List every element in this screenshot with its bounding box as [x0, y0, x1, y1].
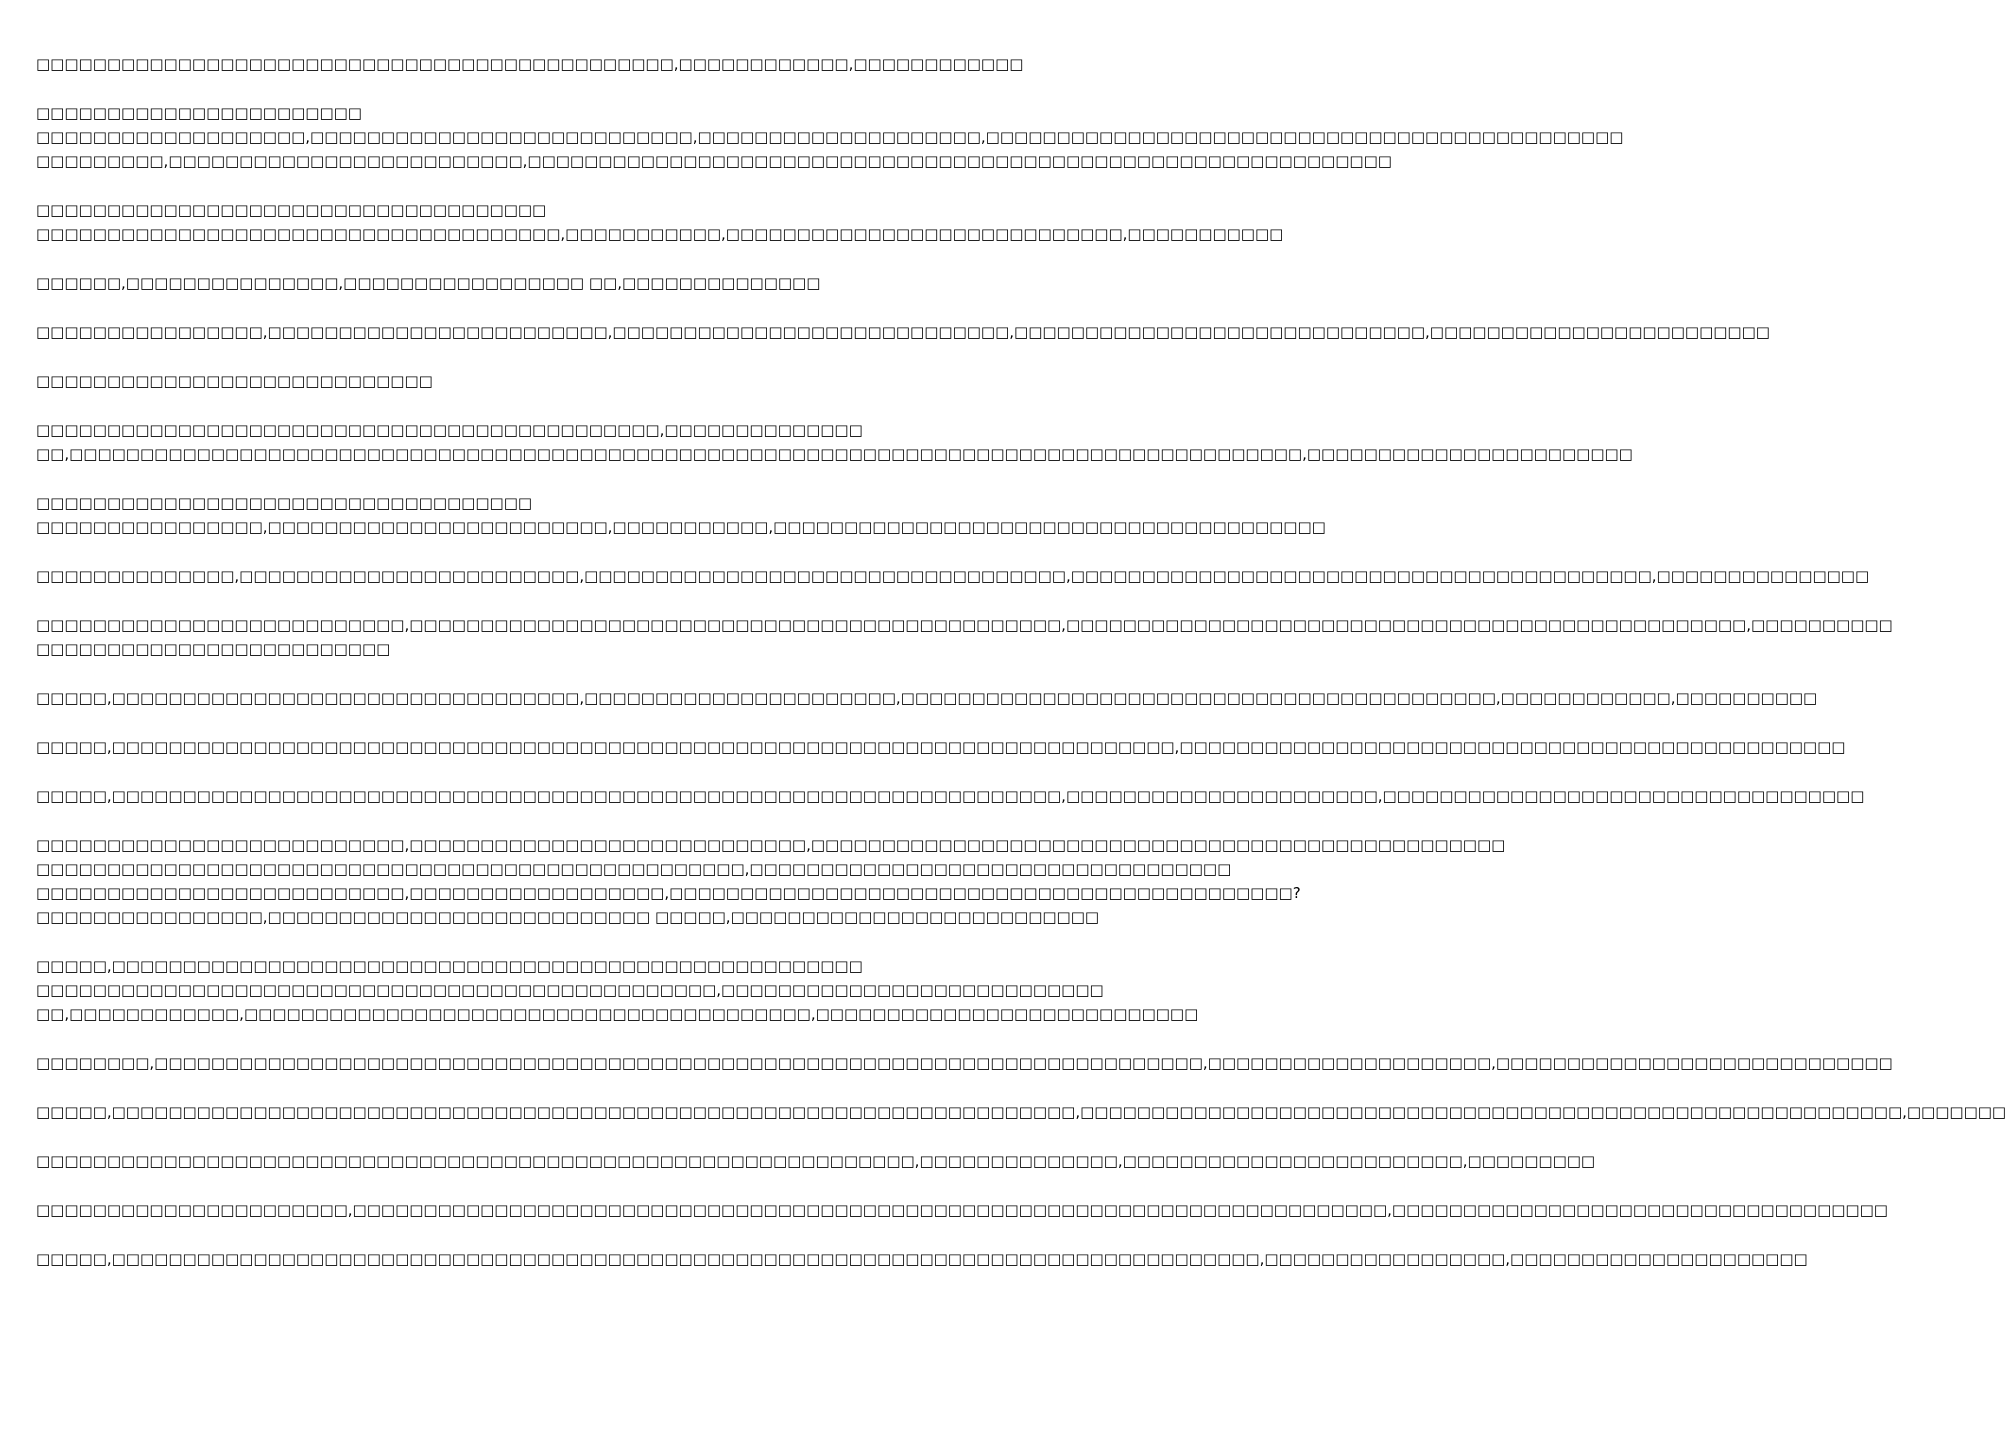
- text-line: □□□□□,□□□□□□□□□□□□□□□□□□□□□□□□□□□□□□□□□□□□□□□□□□□□□□□□□□□□□□□□□□□□□□□□□□□□□□□□□□□□□□□□□,□□□□□□□□□□□□□□□□□,□□□□□□□□□□□□□□□□□□□□□: [36, 1250, 1808, 1268]
- text-line: □□□□□□□□□□□□□□□□□□□□□□□□□□□□: [36, 372, 433, 390]
- paragraph: [36, 1247, 1808, 1271]
- paragraph: [36, 369, 990, 393]
- text-line: □□□□□,□□□□□□□□□□□□□□□□□□□□□□□□□□□□□□□□□□□□□□□□□□□□□□□□□□□□□□□□□□□□□□□□□□□□,□□□□□□□□□□□□□□□□□□□□□□□□□□□□□□□□□□□□□□□□□□□□□□□□□□□□□□□□□□,□□□□□□□: [36, 1103, 2006, 1121]
- text-line: □□,□□□□□□□□□□□□,□□□□□□□□□□□□□□□□□□□□□□□□□□□□□□□□□□□□□□□□,□□□□□□□□□□□□□□□□□□□□□□□□□□□: [36, 1005, 1199, 1023]
- text-line: □□□□□□□□□□□□□□□□□□□□□□□□□□,□□□□□□□□□□□□□□□□□□,□□□□□□□□□□□□□□□□□□□□□□□□□□□□□□□□□□□□□□□□□□□□?: [36, 884, 1301, 902]
- text-line: □□□□□□□□□□□□□□□□□□□□□□□□□□□□□□□□□□□□□□□□□□□□□□□□□□,□□□□□□□□□□□□□□□□□□□□□□□□□□□□□□□□□□: [36, 860, 1232, 878]
- text-line: □□□□□□□□□□□□□□□□□□□□□□□□□□□□□□□□□□□□□□□□□□□□□□□□□□□□□□□□□□□□□□,□□□□□□□□□□□□□□,□□□□□□□□□□□□□□□□□□□□□□□□,□□□□□□□□□: [36, 1152, 1596, 1170]
- text-line: □□□□□□□□□□□□□□□□□□□□□□□□□: [36, 640, 391, 658]
- document-body: [36, 52, 2006, 1296]
- paragraph: [36, 1149, 1596, 1173]
- text-line: □□,□□□□□□□□□□□□□□□□□□□□□□□□□□□□□□□□□□□□□□□□□□□□□□□□□□□□□□□□□□□□□□□□□□□□□□□□□□□□□□□□□□□□□□□,□□□□□□□□□□□□□□□□□□□□□□□: [36, 445, 1633, 463]
- paragraph: [36, 418, 1633, 466]
- paragraph: [36, 1100, 2006, 1124]
- text-line: □□□□□□□□□□□□□□□□□□□□□□□□□□□□□□□□□□□□□□□□□□□□□,□□□□□□□□□□□□,□□□□□□□□□□□□: [36, 55, 1024, 73]
- text-line: □□□□□,□□□□□□□□□□□□□□□□□□□□□□□□□□□□□□□□□,□□□□□□□□□□□□□□□□□□□□□□,□□□□□□□□□□□□□□□□□□□□□□□□□□□□□□□□□□□□□□□□□□,□□□□□□□□□□□□,□□□□□□□□□□: [36, 689, 1818, 707]
- text-line: □□□□□□,□□□□□□□□□□□□□□□,□□□□□□□□□□□□□□□□□ □□,□□□□□□□□□□□□□□: [36, 274, 821, 292]
- text-line: □□□□□□□□□□□□□□□□,□□□□□□□□□□□□□□□□□□□□□□□□,□□□□□□□□□□□,□□□□□□□□□□□□□□□□□□□□□□□□□□□□□□□□□□□□□□□: [36, 518, 1326, 536]
- text-line: □□□□□□□□□,□□□□□□□□□□□□□□□□□□□□□□□□□,□□□□□□□□□□□□□□□□□□□□□□□□□□□□□□□□□□□□□□□□□□□□□□□□□□□□□□□□□□□□□: [36, 152, 1392, 170]
- text-line: □□□□□□□□□□□□□□□□□□□□□□□□□□□□□□□□□□□□: [36, 201, 547, 219]
- text-line: □□□□□□□□□□□□□□□□□□□□□□□□□□,□□□□□□□□□□□□□□□□□□□□□□□□□□□□□□□□□□□□□□□□□□□□□□,□□□□□□□□□□□□□□□□□□□□□□□□□□□□□□□□□□□□□□□□□□□□□□□□,□□□□□□□□□□: [36, 616, 1893, 634]
- paragraph: [36, 101, 1624, 173]
- paragraph: [36, 491, 1326, 539]
- text-line: □□□□□□□□□□□□□□□□□□□□□□□□□□□□□□□□□□□□□,□□□□□□□□□□□,□□□□□□□□□□□□□□□□□□□□□□□□□□□□,□□□□□□□□□□□: [36, 225, 1284, 243]
- text-line: □□□□□□□□□□□□□□□□□□□□□□□□□□,□□□□□□□□□□□□□□□□□□□□□□□□□□□□,□□□□□□□□□□□□□□□□□□□□□□□□□□□□□□□□□□□□□□□□□□□□□□□□□: [36, 836, 1506, 854]
- paragraph: [36, 954, 1199, 1026]
- paragraph: [36, 564, 1870, 588]
- text-line: □□□□□□□□□□□□□□□□□□□□□□□: [36, 104, 362, 122]
- paragraph: [36, 784, 1865, 808]
- paragraph: [36, 52, 1024, 76]
- paragraph: [36, 833, 1506, 929]
- text-line: □□□□□□□□,□□□□□□□□□□□□□□□□□□□□□□□□□□□□□□□□□□□□□□□□□□□□□□□□□□□□□□□□□□□□□□□□□□□□□□□□□□,□□□□□□□□□□□□□□□□□□□□,□□□□□□□□□□□□□□□□□□□□□□□□□□□□: [36, 1054, 1893, 1072]
- text-line: □□□□□□□□□□□□□□□□□□□□□□□□□□□□□□□□□□□□□□□□□□□□□□□□,□□□□□□□□□□□□□□□□□□□□□□□□□□□: [36, 981, 1104, 999]
- paragraph: [36, 735, 1846, 759]
- paragraph: [36, 686, 1818, 710]
- text-line: □□□□□□□□□□□□□□□□□□□□□□□□□□□□□□□□□□□□□□□□□□□□,□□□□□□□□□□□□□□: [36, 421, 863, 439]
- text-line: □□□□□,□□□□□□□□□□□□□□□□□□□□□□□□□□□□□□□□□□□□□□□□□□□□□□□□□□□□□□□□□□□□□□□□□□□,□□□□□□□□□□□□□□□□□□□□□□,□□□□□□□□□□□□□□□□□□□□□□□□□□□□□□□□□□: [36, 787, 1865, 805]
- paragraph: [36, 1198, 1888, 1222]
- text-line: □□□□□□□□□□□□□□□□,□□□□□□□□□□□□□□□□□□□□□□□□,□□□□□□□□□□□□□□□□□□□□□□□□□□□□,□□□□□□□□□□□□□□□□□□□□□□□□□□□□□,□□□□□□□□□□□□□□□□□□□□□□□□: [36, 323, 1770, 341]
- text-line: □□□□□,□□□□□□□□□□□□□□□□□□□□□□□□□□□□□□□□□□□□□□□□□□□□□□□□□□□□□□□□□□□□□□□□□□□□□□□□□□□,□□□□□□□□□□□□□□□□□□□□□□□□□□□□□□□□□□□□□□□□□□□□□□□: [36, 738, 1846, 756]
- text-line: □□□□□□□□□□□□□□□□□□□,□□□□□□□□□□□□□□□□□□□□□□□□□□□,□□□□□□□□□□□□□□□□□□□□,□□□□□□□□□□□□□□□□□□□□□□□□□□□□□□□□□□□□□□□□□□□□□: [36, 128, 1624, 146]
- text-line: □□□□□□□□□□□□□□□□,□□□□□□□□□□□□□□□□□□□□□□□□□□□ □□□□□,□□□□□□□□□□□□□□□□□□□□□□□□□□: [36, 908, 1100, 926]
- paragraph: [36, 271, 990, 295]
- text-line: □□□□□□□□□□□□□□□□□□□□□□□□□□□□□□□□□□□: [36, 494, 533, 512]
- paragraph: [36, 198, 1284, 246]
- text-line: □□□□□□□□□□□□□□,□□□□□□□□□□□□□□□□□□□□□□□□,□□□□□□□□□□□□□□□□□□□□□□□□□□□□□□□□□□,□□□□□□□□□□□□□□□□□□□□□□□□□□□□□□□□□□□□□□□□□,□□□□□□□□□□□□□□□: [36, 567, 1870, 585]
- paragraph: [36, 1051, 1893, 1075]
- text-line: □□□□□□□□□□□□□□□□□□□□□□,□□□□□□□□□□□□□□□□□□□□□□□□□□□□□□□□□□□□□□□□□□□□□□□□□□□□□□□□□□□□□□□□□□□□□□□□□,□□□□□□□□□□□□□□□□□□□□□□□□□□□□□□□□□□□: [36, 1201, 1888, 1219]
- text-line: □□□□□,□□□□□□□□□□□□□□□□□□□□□□□□□□□□□□□□□□□□□□□□□□□□□□□□□□□□□: [36, 957, 863, 975]
- paragraph: [36, 320, 1770, 344]
- paragraph: [36, 613, 1893, 661]
